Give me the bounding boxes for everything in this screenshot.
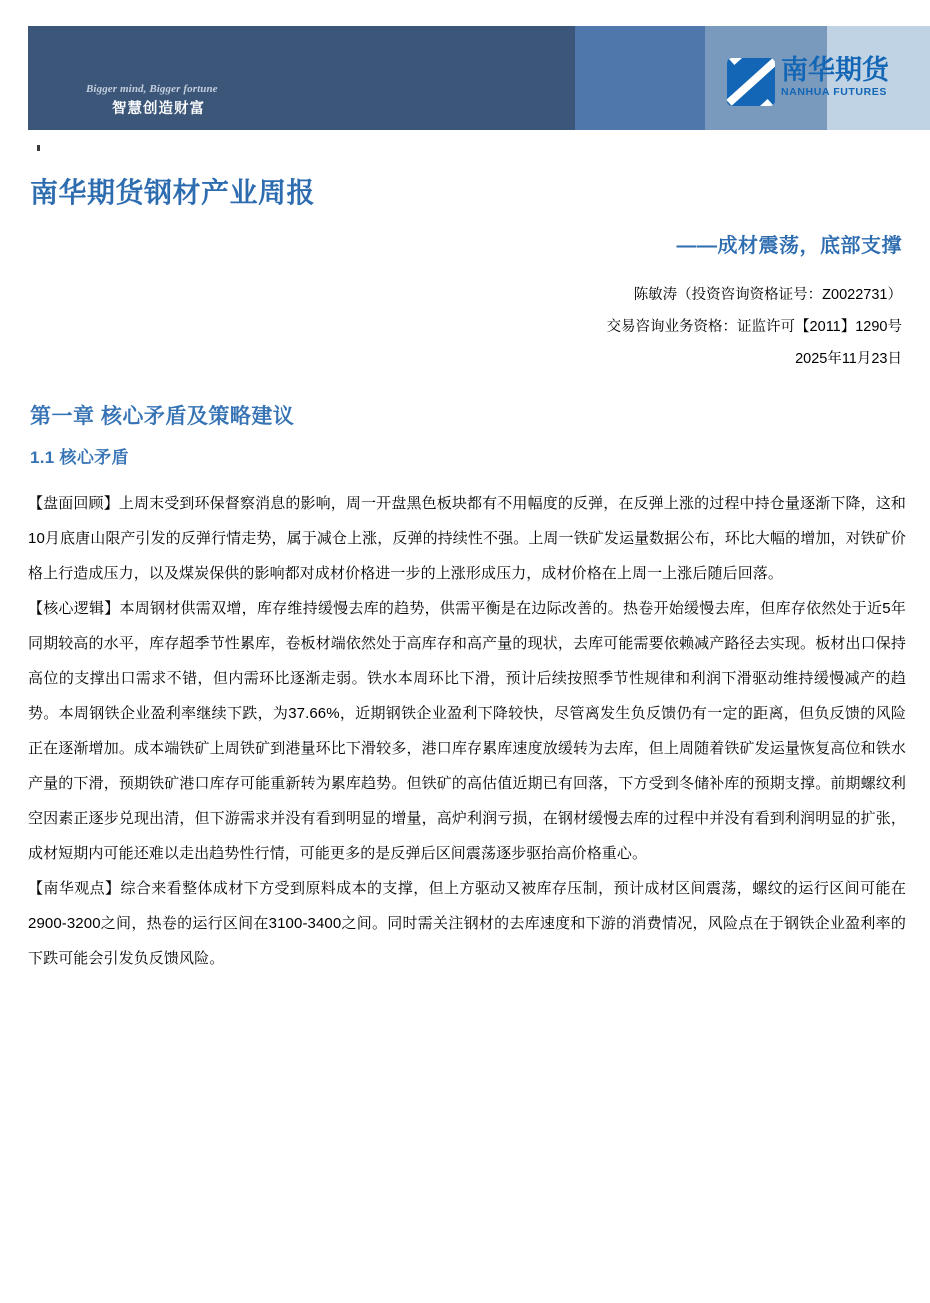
logo-name-chinese: 南华期货 [781, 55, 889, 85]
scan-artifact-mark [37, 145, 40, 151]
tagline-english: Bigger mind, Bigger fortune [86, 83, 218, 95]
section-heading-1-1: 1.1 核心矛盾 [30, 448, 129, 467]
banner-band-medium [575, 26, 705, 130]
paragraph-core-logic: 【核心逻辑】本周钢材供需双增，库存维持缓慢去库的趋势，供需平衡是在边际改善的。热卷开始缓慢去库，但库存依然处于近5年同期较高的水平，库存超季节性累库，卷板材端依然处于高库存和高产量的现状，去库可能需要依赖减产路径去实现。板材出口保持高位的支撑出口需求不错，但内需环比逐渐走弱。铁水本周环比下滑，预计后续按照季节性规律和利润下滑驱动维持缓慢减产的趋势。本周钢铁企业盈利率继续下跌，为37.66%，近期钢铁企业盈利下降较快，尽管离发生负反馈仍有一定的距离，但负反馈的风险正在逐渐增加。成本端铁矿上周铁矿到港量环比下滑较多，港口库存累库速度放缓转为去库，但上周随着铁矿发运量恢复高位和铁水产量的下滑，预期铁矿港口库存可能重新转为累库趋势。但铁矿的高估值近期已有回落，下方受到冬储补库的预期支撑。前期螺纹利空因素正逐步兑现出清，但下游需求并没有看到明显的增量，高炉利润亏损，在钢材缓慢去库的过程中并没有看到利润明显的扩张，成材短期内可能还难以走出趋势性行情，可能更多的是反弹后区间震荡逐步驱抬高价格重心。 [28, 600, 906, 862]
logo-notch-top-left [729, 58, 745, 65]
brand-tagline [86, 84, 506, 117]
tagline-chinese: 智慧创造财富 [112, 101, 205, 117]
logo-mark-icon [727, 58, 775, 106]
paragraph-nanhua-view: 【南华观点】综合来看整体成材下方受到原料成本的支撑，但上方驱动又被库存压制，预计成材区间震荡，螺纹的运行区间可能在2900-3200之间，热卷的运行区间在3100-3400之间。同时需关注钢材的去库速度和下游的消费情况，风险点在于钢铁企业盈利率的下跌可能会引发负反馈风险。 [28, 880, 906, 967]
paragraph-market-review: 【盘面回顾】上周末受到环保督察消息的影响，周一开盘黑色板块都有不用幅度的反弹，在反弹上涨的过程中持仓量逐渐下降，这和10月底唐山限产引发的反弹行情走势，属于减仓上涨，反弹的持续性不强。上周一铁矿发运量数据公布，环比大幅的增加，对铁矿价格上行造成压力，以及煤炭保供的影响都对成材价格进一步的上涨形成压力，成材价格在上周一上涨后随后回落。 [28, 495, 906, 582]
page-subtitle: ——成材震荡，底部支撑 [676, 235, 902, 257]
logo-notch-bottom-right [757, 99, 773, 106]
license-line: 交易咨询业务资格：证监许可【2011】1290号 [606, 319, 902, 335]
logo-name-english: NANHUA FUTURES [781, 85, 888, 98]
logo-wordmark [781, 55, 889, 98]
report-date: 2025年11月23日 [795, 351, 902, 367]
nanhua-futures-logo [727, 55, 889, 106]
chapter-heading: 第一章 核心矛盾及策略建议 [30, 405, 295, 428]
author-credential-line: 陈敏涛（投资咨询资格证号：Z0022731） [633, 287, 902, 303]
page-title: 南华期货钢材产业周报 [30, 177, 316, 208]
report-body [28, 486, 906, 976]
